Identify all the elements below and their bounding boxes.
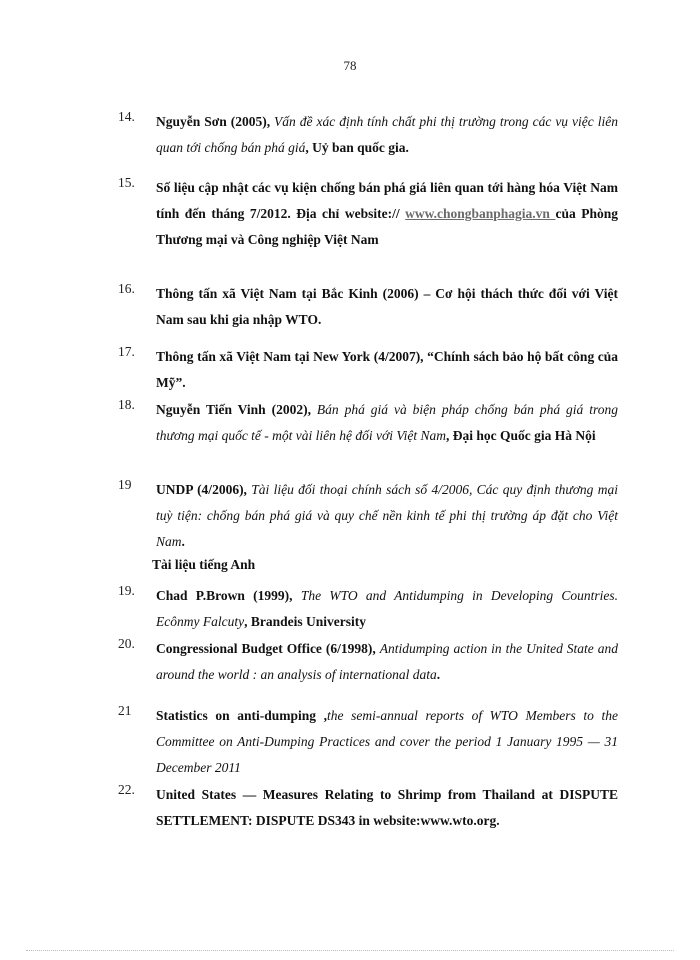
reference-number: 14. bbox=[118, 109, 135, 124]
reference-number: 18. bbox=[118, 397, 135, 412]
reference-title: Antidumping action in the United State and around the world : an analysis of international data bbox=[156, 641, 618, 682]
reference-publisher: , Brandeis University bbox=[244, 614, 366, 629]
reference-title: The WTO and Antidumping in Developing Countries. Ecônmy Falcuty bbox=[156, 588, 618, 629]
reference-number: 21 bbox=[118, 703, 132, 718]
reference-entry bbox=[118, 281, 628, 333]
section-heading: Tài liệu tiếng Anh bbox=[152, 557, 256, 572]
reference-title: the semi-annual reports of WTO Members to the Committee on Anti-Dumping Practices and cover the period 1 January 1995 — 31 December 2011 bbox=[156, 708, 618, 775]
reference-author: Statistics on anti-dumping , bbox=[156, 708, 327, 723]
reference-author: Chad P.Brown (1999), bbox=[156, 588, 301, 603]
reference-entry bbox=[118, 344, 628, 396]
reference-number: 17. bbox=[118, 344, 135, 359]
reference-entry bbox=[118, 397, 628, 449]
reference-publisher: , Uỷ ban quốc gia. bbox=[305, 140, 409, 155]
reference-punctuation: . bbox=[181, 534, 185, 549]
reference-entry bbox=[118, 703, 628, 781]
reference-entry bbox=[118, 477, 628, 555]
reference-publisher: , Đại học Quốc gia Hà Nội bbox=[445, 428, 596, 443]
reference-number: 16. bbox=[118, 281, 135, 296]
reference-number: 19 bbox=[118, 477, 132, 492]
reference-author: Nguyễn Sơn (2005), bbox=[156, 114, 275, 129]
reference-number: 20. bbox=[118, 636, 135, 651]
reference-description: Thông tấn xã Việt Nam tại Bắc Kinh (2006) – Cơ hội thách thức đối với Việt Nam sau khi gia nhập WTO. bbox=[156, 286, 618, 327]
reference-author: UNDP (4/2006), bbox=[156, 482, 252, 497]
reference-website-link[interactable]: www.chongbanphagia.vn bbox=[405, 206, 556, 221]
reference-text bbox=[156, 782, 618, 834]
reference-description: United States — Measures Relating to Shrimp from Thailand at DISPUTE SETTLEMENT: DISPUTE DS343 in website:www.wto.org. bbox=[156, 787, 618, 828]
reference-title: Bán phá giá và biện pháp chống bán phá giá trong thương mại quốc tế - một vài liên hệ đối với Việt Nam bbox=[156, 402, 618, 443]
reference-author: Congressional Budget Office (6/1998), bbox=[156, 641, 380, 656]
reference-number: 22. bbox=[118, 782, 135, 797]
reference-entry bbox=[118, 583, 628, 635]
page-number: 78 bbox=[343, 58, 357, 73]
reference-text bbox=[156, 703, 618, 781]
reference-number: 19. bbox=[118, 583, 135, 598]
reference-entry bbox=[118, 109, 628, 161]
reference-text bbox=[156, 397, 618, 449]
reference-description: Thông tấn xã Việt Nam tại New York (4/2007), “Chính sách bảo hộ bất công của Mỹ”. bbox=[156, 349, 618, 390]
reference-text bbox=[156, 636, 618, 688]
reference-description: Số liệu cập nhật các vụ kiện chống bán phá giá liên quan tới hàng hóa Việt Nam tính đến tháng 7/2012. Địa chỉ website:// bbox=[156, 180, 618, 221]
reference-text bbox=[156, 281, 618, 333]
reference-title: Vấn đề xác định tính chất phi thị trường trong các vụ việc liên quan tới chống bán phá giá bbox=[156, 114, 618, 155]
reference-text bbox=[156, 175, 618, 253]
reference-text bbox=[156, 477, 618, 555]
reference-author: Nguyễn Tiến Vinh (2002), bbox=[156, 402, 317, 417]
reference-publisher: của Phòng Thương mại và Công nghiệp Việt Nam bbox=[156, 206, 618, 247]
reference-text bbox=[156, 344, 618, 396]
reference-number: 15. bbox=[118, 175, 135, 190]
reference-entry bbox=[118, 782, 628, 834]
page-bottom-rule bbox=[26, 950, 674, 951]
reference-text bbox=[156, 109, 618, 161]
reference-punctuation: . bbox=[436, 667, 441, 682]
reference-entry bbox=[118, 636, 628, 688]
reference-entry bbox=[118, 175, 628, 253]
reference-title: Tài liệu đối thoại chính sách số 4/2006, Các quy định thương mại tuỳ tiện: chống bán phá giá và quy chế nền kinh tế phi thị trường áp đặt cho Việt Nam bbox=[156, 482, 618, 549]
reference-text bbox=[156, 583, 618, 635]
